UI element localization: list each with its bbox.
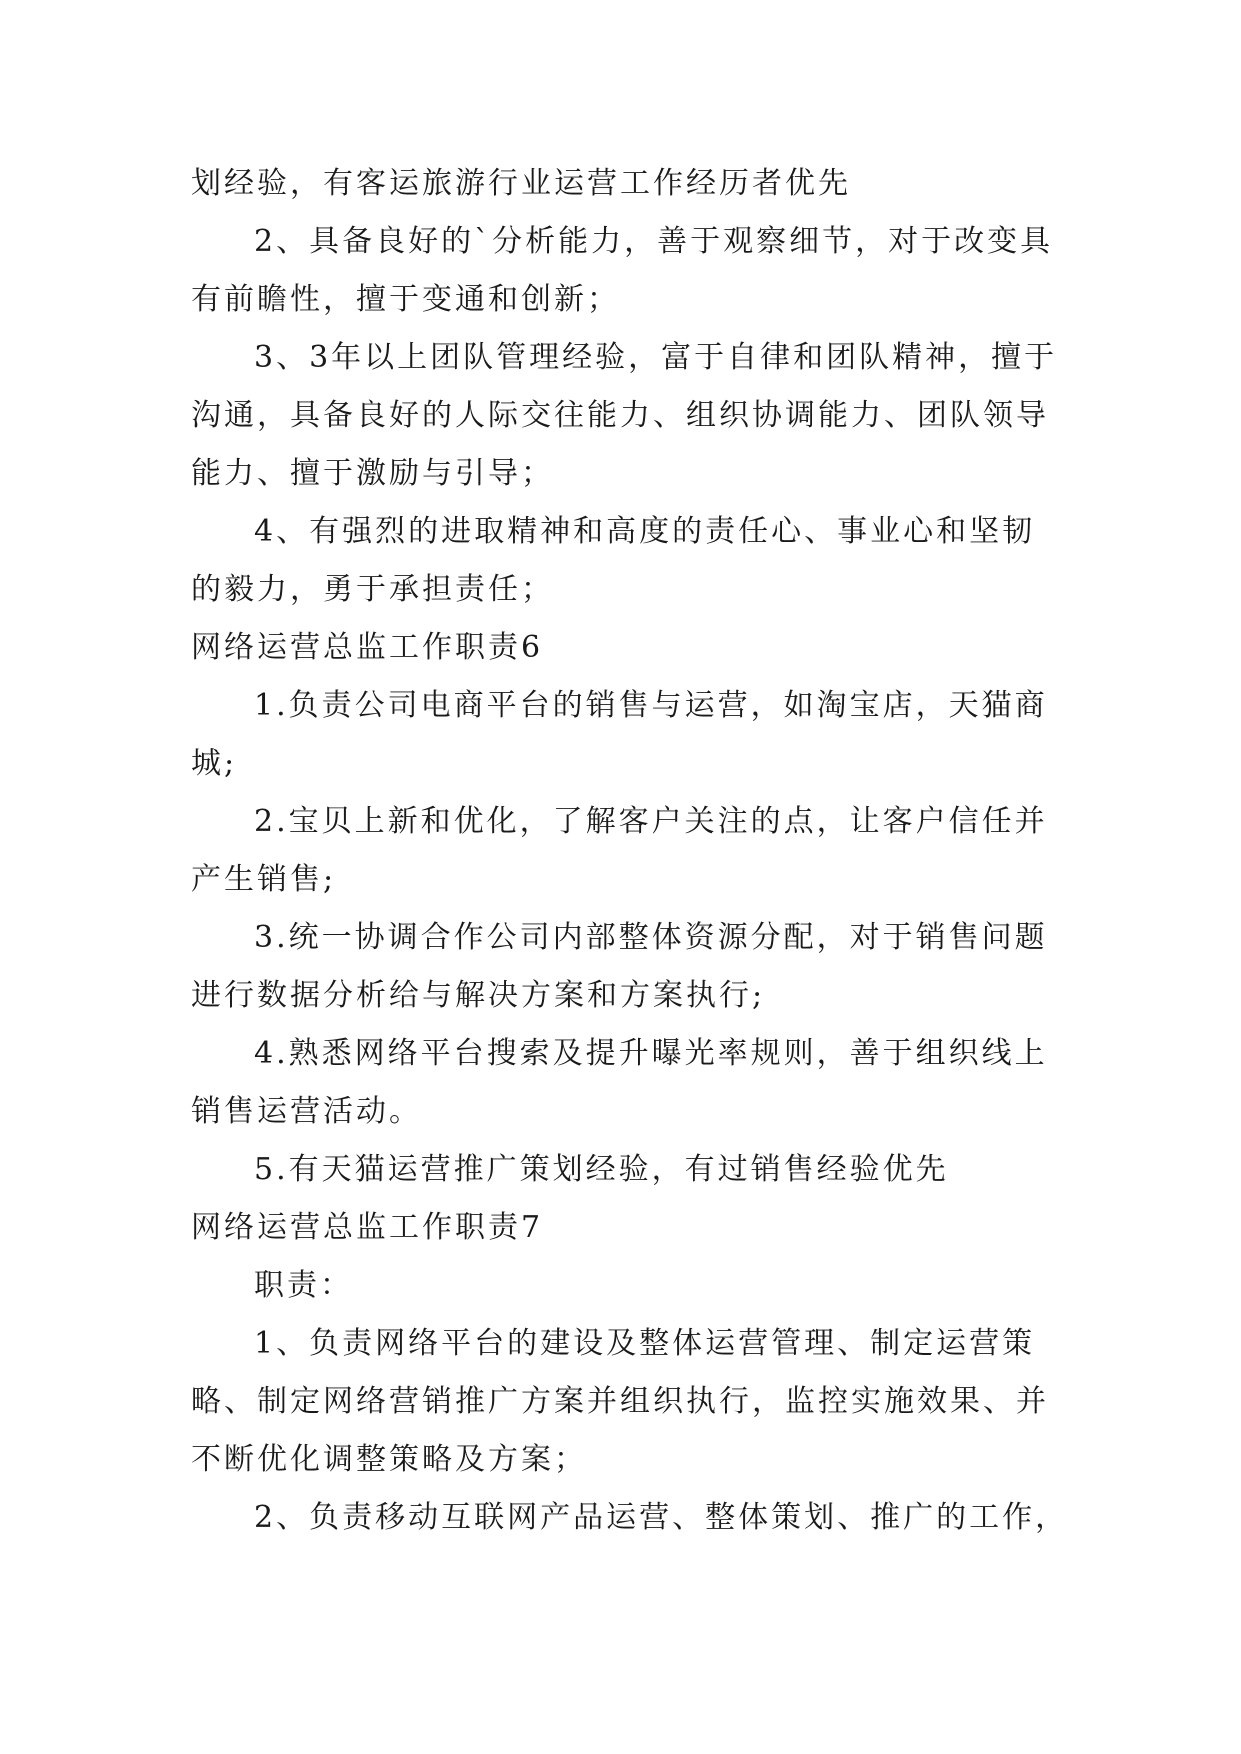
text-line: 职责：	[254, 1268, 353, 1303]
text-line: 3.统一协调合作公司内部整体资源分配，对于销售问题	[254, 920, 1048, 955]
text-line: 进行数据分析给与解决方案和方案执行;	[191, 978, 766, 1013]
text-line: 不断优化调整策略及方案；	[191, 1442, 587, 1477]
text-line: 4、有强烈的进取精神和高度的责任心、事业心和坚韧	[254, 514, 1036, 549]
text-line: 能力、擅于激励与引导；	[191, 456, 554, 491]
text-line: 3、3年以上团队管理经验，富于自律和团队精神，擅于	[254, 340, 1058, 375]
text-line: 的毅力，勇于承担责任；	[191, 572, 554, 607]
text-line: 城;	[191, 746, 238, 781]
text-line: 有前瞻性，擅于变通和创新；	[191, 282, 620, 317]
text-line: 销售运营活动。	[191, 1094, 422, 1129]
text-line: 略、制定网络营销推广方案并组织执行，监控实施效果、并	[191, 1384, 1049, 1419]
section-heading: 网络运营总监工作职责6	[191, 630, 544, 665]
text-line: 5.有天猫运营推广策划经验，有过销售经验优先	[254, 1152, 949, 1187]
text-line: 划经验，有客运旅游行业运营工作经历者优先	[191, 166, 851, 201]
text-line: 1.负责公司电商平台的销售与运营，如淘宝店，天猫商	[254, 688, 1048, 723]
text-line: 2、具备良好的`分析能力，善于观察细节，对于改变具	[254, 224, 1054, 259]
text-line: 产生销售;	[191, 862, 337, 897]
text-line: 沟通，具备良好的人际交往能力、组织协调能力、团队领导	[191, 398, 1049, 433]
section-heading: 网络运营总监工作职责7	[191, 1210, 544, 1245]
text-line: 4.熟悉网络平台搜索及提升曝光率规则，善于组织线上	[254, 1036, 1048, 1071]
text-line: 2、负责移动互联网产品运营、整体策划、推广的工作，	[254, 1500, 1069, 1535]
text-line: 1、负责网络平台的建设及整体运营管理、制定运营策	[254, 1326, 1036, 1361]
text-line: 2.宝贝上新和优化，了解客户关注的点，让客户信任并	[254, 804, 1048, 839]
